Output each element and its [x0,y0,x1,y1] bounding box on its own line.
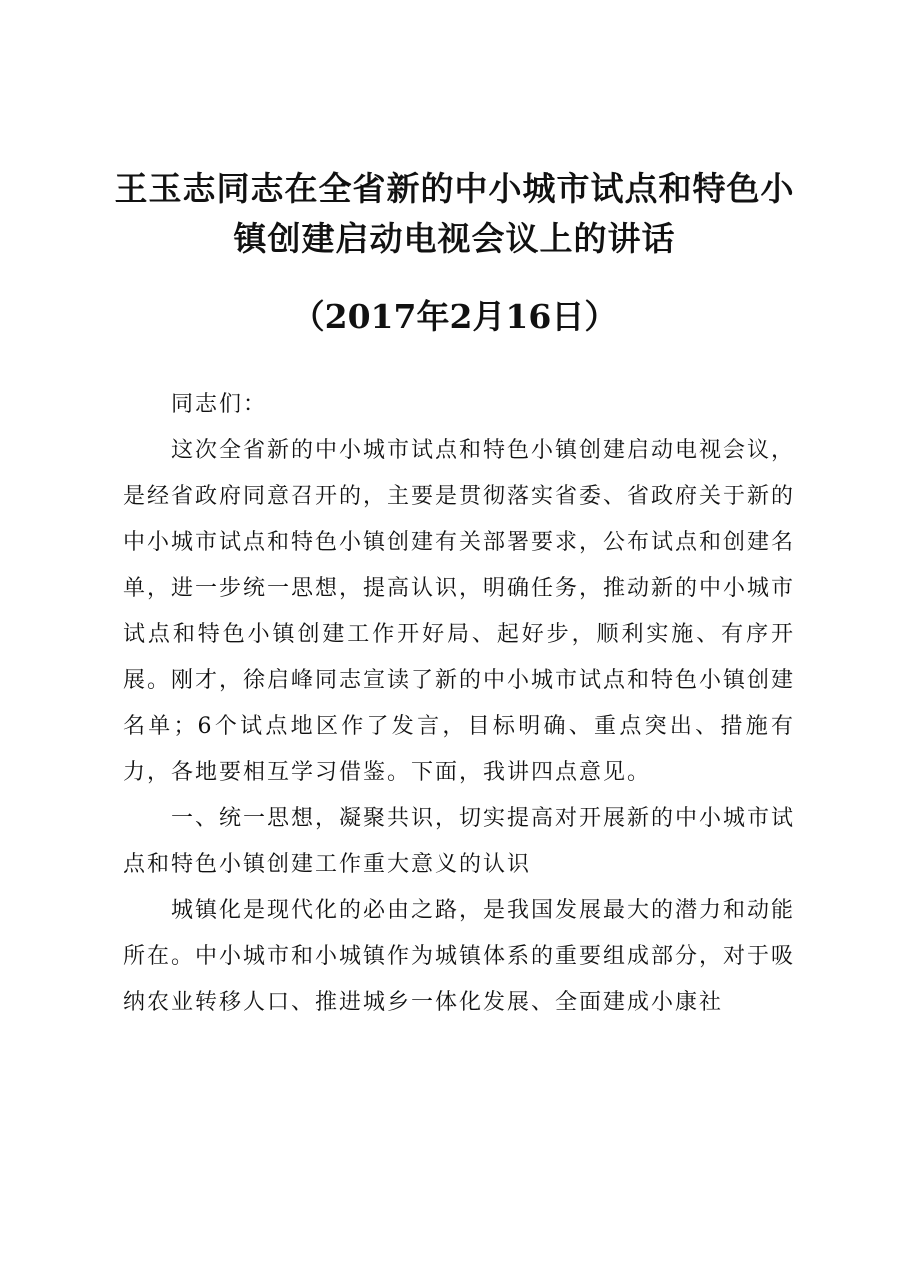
body-paragraph-intro: 这次全省新的中小城市试点和特色小镇创建启动电视会议，是经省政府同意召开的，主要是贯彻落实省委、省政府关于新的中小城市试点和特色小镇创建有关部署要求，公布试点和创建名单，进一步统一思想，提高认识，明确任务，推动新的中小城市试点和特色小镇创建工作开好局、起好步，顺利实施、有序开展。刚才，徐启峰同志宣读了新的中小城市试点和特色小镇创建名单；6个试点地区作了发言，目标明确、重点突出、措施有力，各地要相互学习借鉴。下面，我讲四点意见。 [123,438,796,785]
body-paragraph-urbanization: 城镇化是现代化的必由之路，是我国发展最大的潜力和动能所在。中小城市和小城镇作为城镇体系的重要组成部分，对于吸纳农业转移人口、推进城乡一体化发展、全面建成小康社 [123,898,796,1015]
document-title-line-1: 王玉志同志在全省新的中小城市试点和特色小 [114,169,795,208]
document-body [123,382,795,1026]
salutation: 同志们： [171,392,268,417]
section-heading-1: 一、统一思想，凝聚共识，切实提高对开展新的中小城市试点和特色小镇创建工作重大意义的认识 [123,806,796,877]
speech-date: （2017年2月16日） [291,297,618,336]
document-title-line-2: 镇创建启动电视会议上的讲话 [233,219,676,258]
